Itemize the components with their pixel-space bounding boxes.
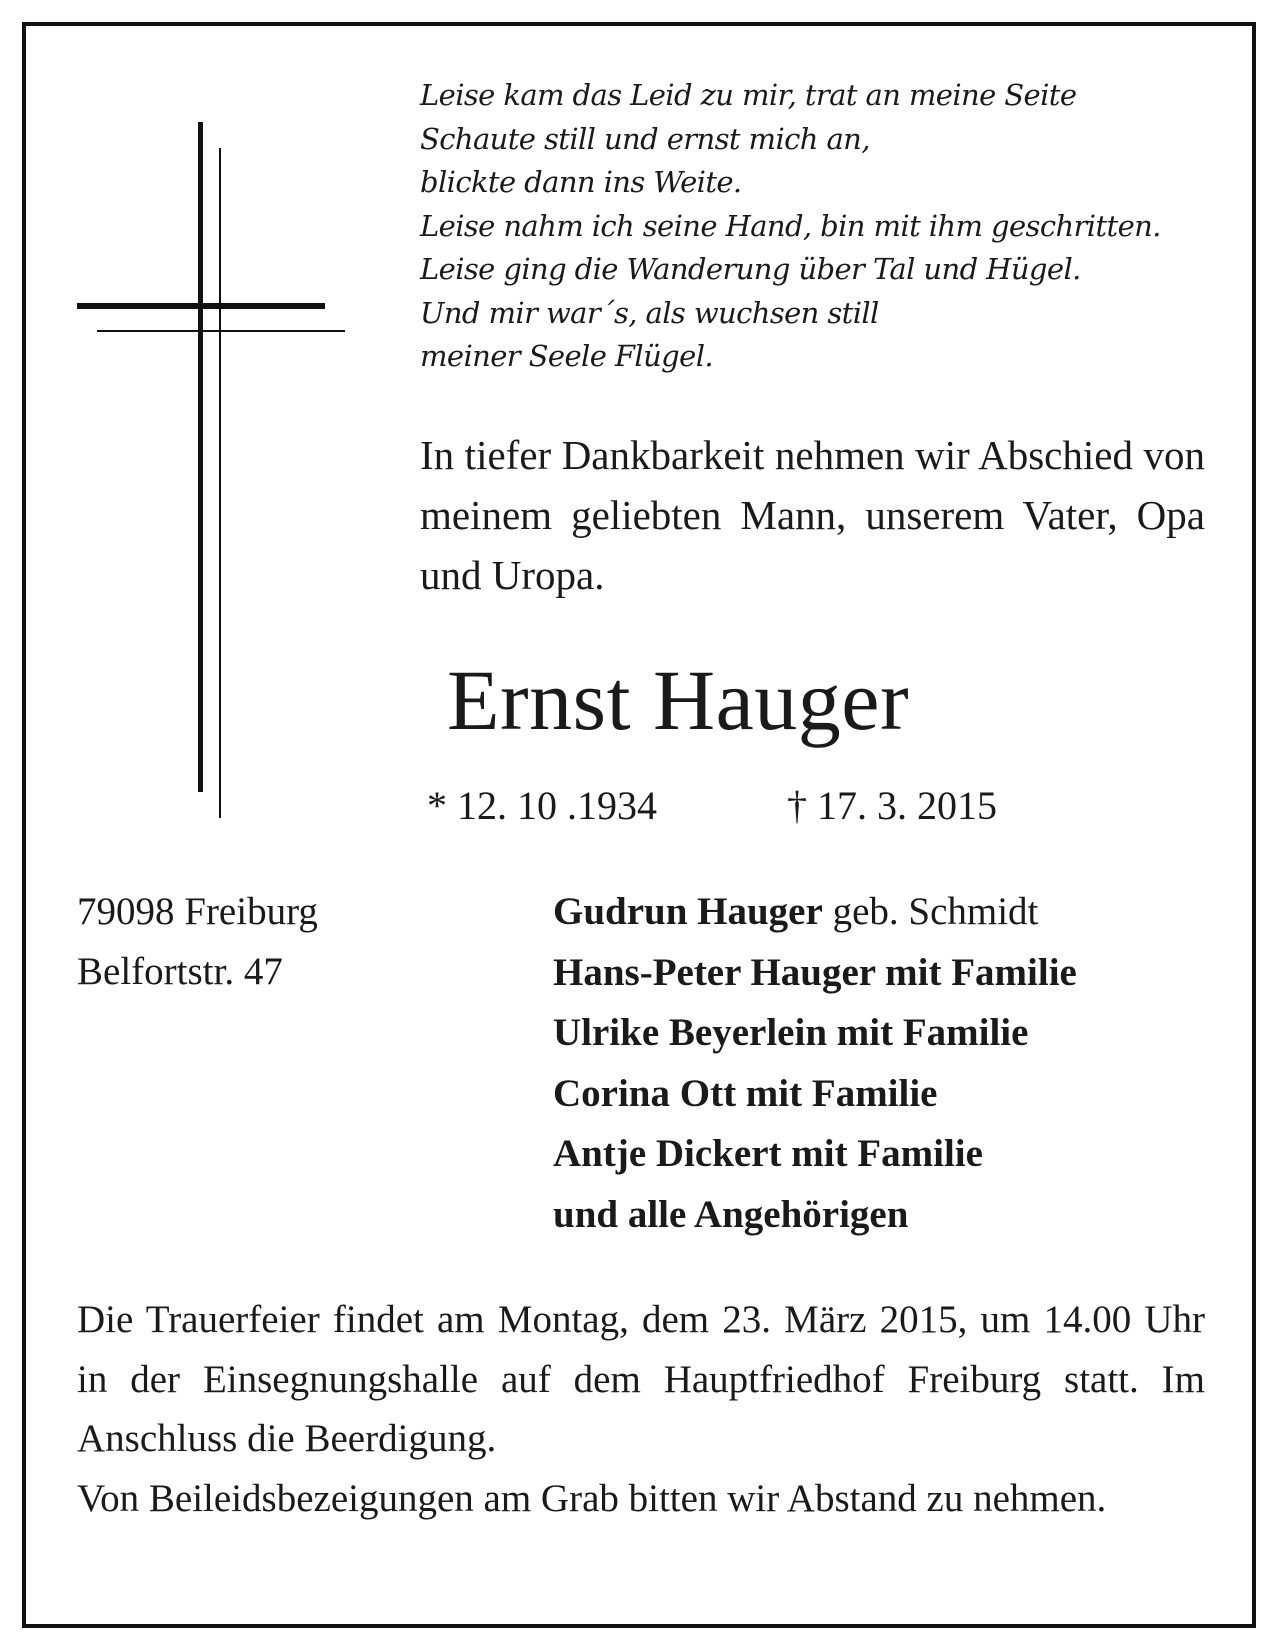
mourner-name: Gudrun Hauger: [553, 890, 823, 933]
poem-line: blickte dann ins Weite.: [420, 165, 742, 199]
condolence-request: Von Beileidsbezeigungen am Grab bitten wir Abstand zu nehmen.: [77, 1476, 1107, 1520]
birth-date: * 12. 10 .1934: [427, 783, 657, 828]
mourners-list: [553, 882, 1077, 1245]
mourner-line: [553, 882, 1077, 943]
mourner-line: [553, 1064, 1077, 1125]
poem-line: Und mir war´s, als wuchsen still: [420, 295, 879, 330]
mourner-name: Corina Ott mit Familie: [553, 1071, 938, 1115]
mourner-name: Antje Dickert mit Familie: [553, 1132, 983, 1175]
closing-text: [77, 1290, 1205, 1528]
deceased-name: Ernst Hauger: [447, 652, 910, 748]
mourner-name: Hans-Peter Hauger mit Familie: [553, 950, 1077, 994]
poem-line: Leise nahm ich seine Hand, bin mit ihm geschritten.: [420, 208, 1161, 243]
poem: [420, 74, 1220, 379]
mourner-line: [553, 1185, 1077, 1246]
intro-text: In tiefer Dankbarkeit nehmen wir Abschied von meinem geliebten Mann, unserem Vater, Opa und Uropa.: [420, 432, 1205, 598]
mourner-line: [553, 1124, 1077, 1185]
mourner-line: [553, 943, 1077, 1004]
mourner-name: und alle Angehörigen: [553, 1192, 909, 1236]
mourner-name: Ulrike Beyerlein mit Familie: [553, 1011, 1029, 1054]
poem-line: meiner Seele Flügel.: [420, 339, 713, 373]
address-city: 79098 Freiburg: [77, 890, 318, 933]
poem-line: Leise kam das Leid zu mir, trat an meine Seite: [420, 78, 1077, 112]
address-street: Belfortstr. 47: [77, 950, 283, 993]
death-date: † 17. 3. 2015: [787, 783, 997, 828]
mourner-note: geb. Schmidt: [822, 890, 1039, 933]
poem-line: Leise ging die Wanderung über Tal und Hügel.: [420, 252, 1081, 286]
mourner-line: [553, 1003, 1077, 1064]
address: [77, 882, 318, 1002]
ceremony-info: Die Trauerfeier findet am Montag, dem 23. März 2015, um 14.00 Uhr in der Einsegnungshalle auf dem Hauptfriedhof Freiburg statt. Im Anschluss die Beerdigung.: [77, 1298, 1205, 1460]
poem-line: Schaute still und ernst mich an,: [420, 121, 870, 156]
